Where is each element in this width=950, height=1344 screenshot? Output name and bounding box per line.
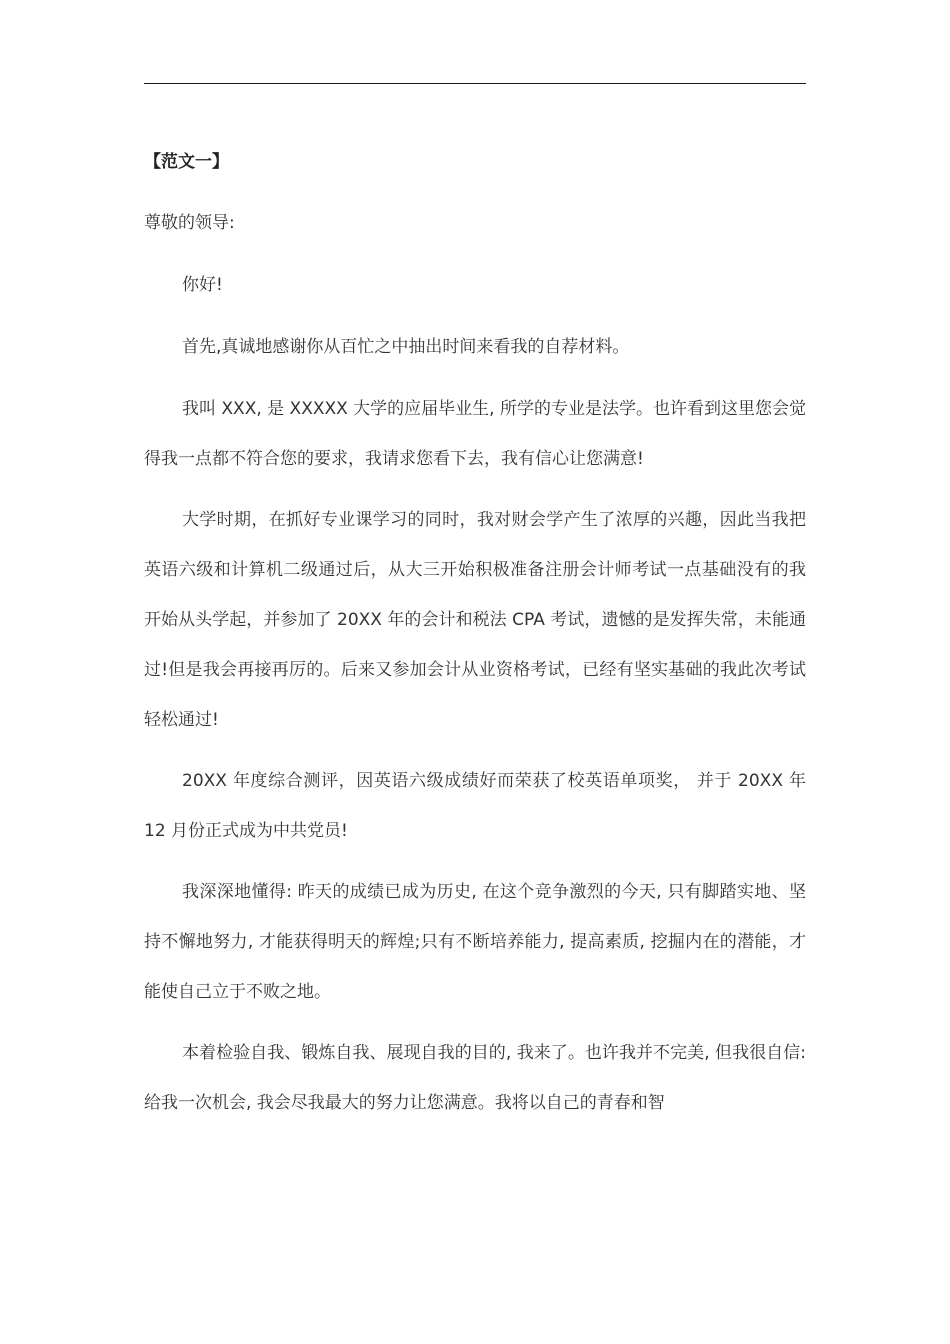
header-divider [144, 83, 806, 84]
paragraph-introduction: 我叫 XXX, 是 XXXXX 大学的应届毕业生, 所学的专业是法学。也许看到这里您会觉得我一点都不符合您的要求，我请求您看下去，我有信心让您满意! [144, 399, 806, 469]
greeting-paragraph: 你好! [182, 275, 223, 295]
section-heading: 【范文一】 [144, 152, 229, 172]
paragraph-university: 大学时期，在抓好专业课学习的同时，我对财会学产生了浓厚的兴趣，因此当我把英语六级和计算机二级通过后，从大三开始积极准备注册会计师考试一点基础没有的我开始从头学起，并参加了 20XX 年的会计和税法 CPA 考试，遗憾的是发挥失常，未能通过!但是我会再接再厉的。后来又参加会计从业资格考试，已经有坚实基础的我此次考试轻松通过! [144, 510, 806, 730]
paragraph-thanks: 首先,真诚地感谢你从百忙之中抽出时间来看我的自荐材料。 [182, 337, 630, 357]
salutation: 尊敬的领导: [144, 213, 235, 233]
paragraph-awards: 20XX 年度综合测评，因英语六级成绩好而荣获了校英语单项奖， 并于 20XX 年 12 月份正式成为中共党员! [144, 771, 806, 841]
paragraph-purpose: 本着检验自我、锻炼自我、展现自我的目的, 我来了。也许我并不完美, 但我很自信: 给我一次机会, 我会尽我最大的努力让您满意。我将以自己的青春和智 [144, 1043, 806, 1113]
paragraph-understanding: 我深深地懂得: 昨天的成绩已成为历史, 在这个竞争激烈的今天, 只有脚踏实地、坚持不懈地努力, 才能获得明天的辉煌;只有不断培养能力, 提高素质, 挖掘内在的潜能，才能使自己立于不败之地。 [144, 882, 806, 1002]
